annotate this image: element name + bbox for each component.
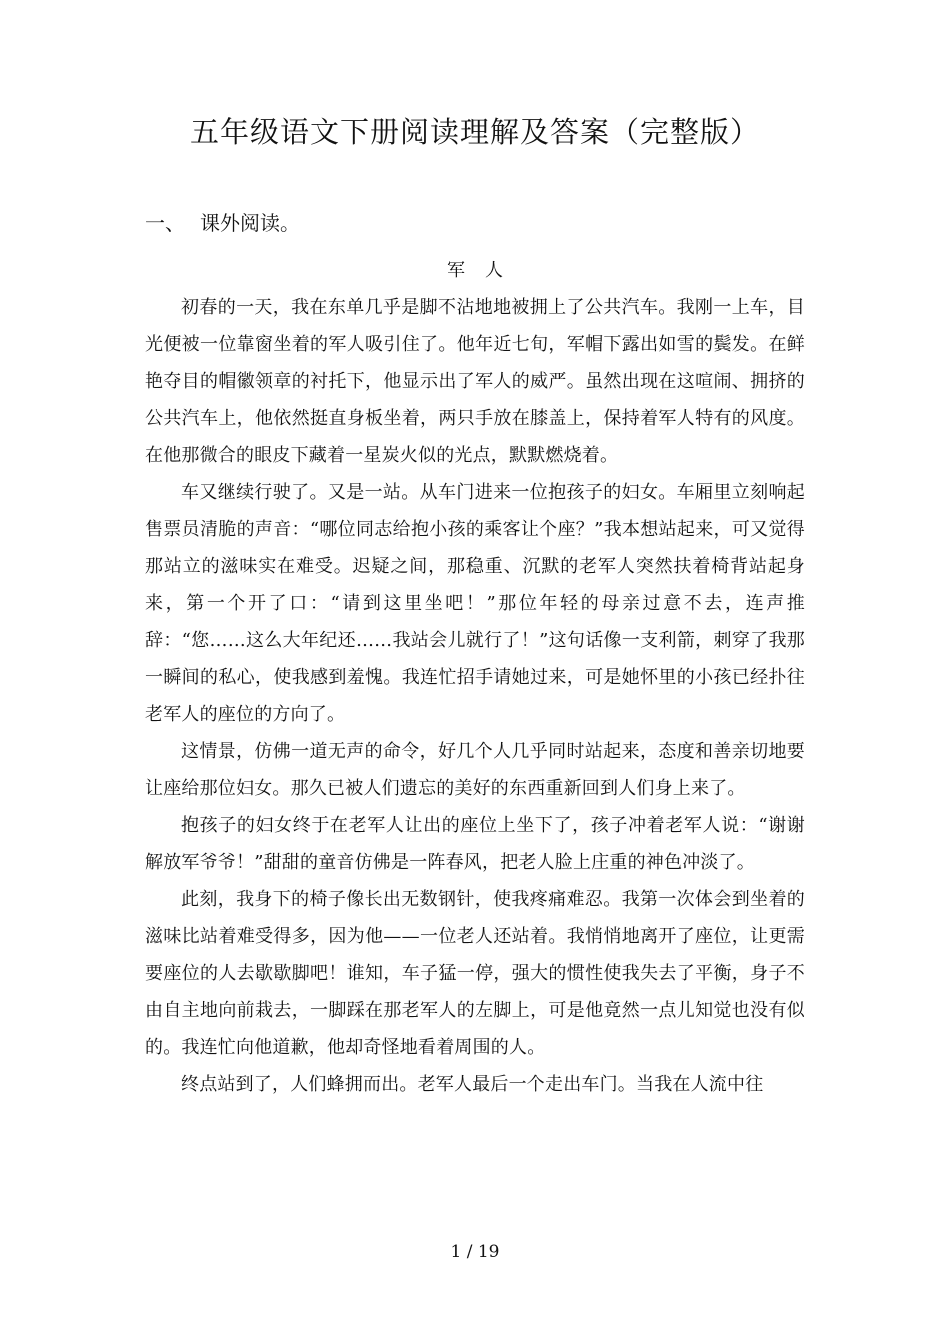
section-number: 一、 — [145, 211, 185, 235]
story-body — [145, 289, 805, 1103]
paragraph-5: 此刻，我身下的椅子像长出无数钢针，使我疼痛难忍。我第一次体会到坐着的滋味比站着难受得多，因为他——一位老人还站着。我悄悄地离开了座位，让更需要座位的人去歇歇脚吧！谁知，车子猛一停，强大的惯性使我失去了平衡，身子不由自主地向前栽去，一脚踩在那老军人的左脚上，可是他竟然一点儿知觉也没有似的。我连忙向他道歉，他却奇怪地看着周围的人。 — [145, 889, 805, 1058]
paragraph-1: 初春的一天，我在东单几乎是脚不沾地地被拥上了公共汽车。我刚一上车，目光便被一位靠窗坐着的军人吸引住了。他年近七旬，军帽下露出如雪的鬓发。在鲜艳夺目的帽徽领章的衬托下，他显示出了军人的威严。虽然出现在这喧闹、拥挤的公共汽车上，他依然挺直身板坐着，两只手放在膝盖上，保持着军人特有的风度。在他那微合的眼皮下藏着一星炭火似的光点，默默燃烧着。 — [145, 297, 805, 466]
section-label: 课外阅读。 — [200, 211, 300, 235]
paragraph-4: 抱孩子的妇女终于在老军人让出的座位上坐下了，孩子冲着老军人说：“谢谢解放军爷爷！”甜甜的童音仿佛是一阵春风，把老人脸上庄重的神色冲淡了。 — [145, 815, 805, 873]
document-title: 五年级语文下册阅读理解及答案（完整版） — [189, 115, 760, 149]
paragraph-3: 这情景，仿佛一道无声的命令，好几个人几乎同时站起来，态度和善亲切地要让座给那位妇女。那久已被人们遗忘的美好的东西重新回到人们身上来了。 — [145, 741, 805, 799]
section-heading — [145, 206, 300, 240]
paragraph-2: 车又继续行驶了。又是一站。从车门进来一位抱孩子的妇女。车厢里立刻响起售票员清脆的声音：“哪位同志给抱小孩的乘客让个座？”我本想站起来，可又觉得那站立的滋味实在难受。迟疑之间，那稳重、沉默的老军人突然扶着椅背站起身来，第一个开了口：“请到这里坐吧！”那位年轻的母亲过意不去，连声推辞：“您……这么大年纪还……我站会儿就行了！”这句话像一支利箭，刺穿了我那一瞬间的私心，使我感到羞愧。我连忙招手请她过来，可是她怀里的小孩已经扑往老军人的座位的方向了。 — [145, 482, 805, 725]
page-number: 1 / 19 — [450, 1242, 500, 1262]
paragraph-6: 终点站到了，人们蜂拥而出。老军人最后一个走出车门。当我在人流中往 — [181, 1074, 764, 1095]
story-title: 军人 — [447, 260, 523, 281]
